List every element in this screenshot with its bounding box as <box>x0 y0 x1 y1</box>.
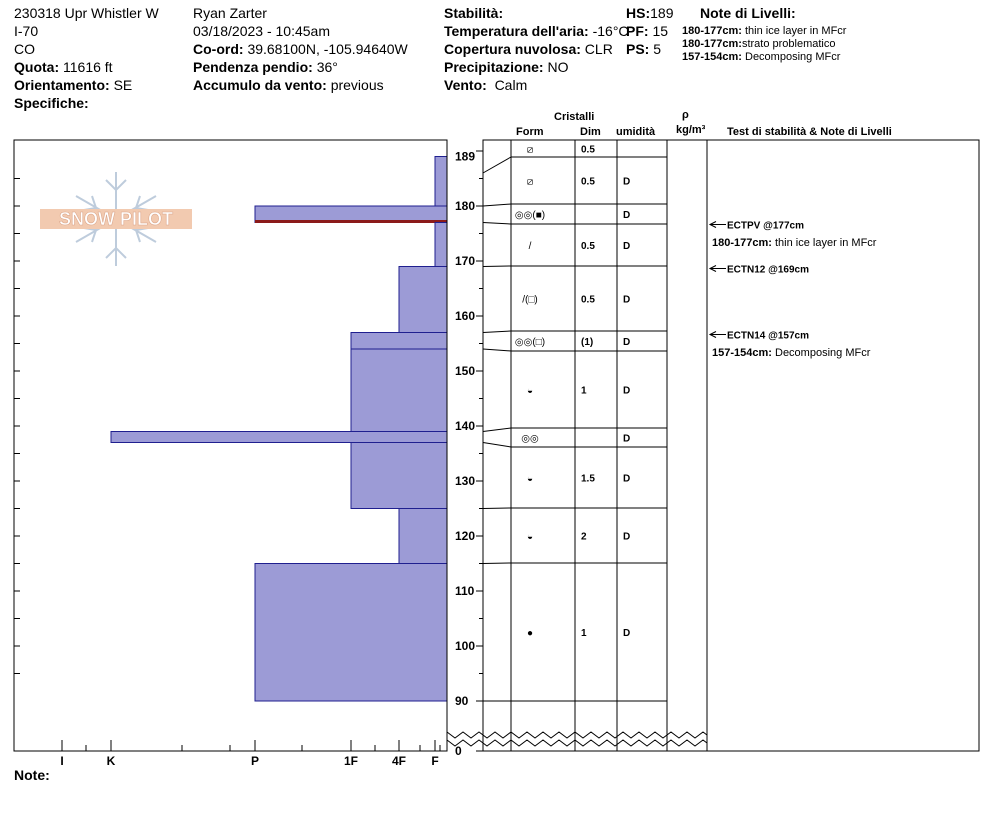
layer-comment-text: thin ice layer in MFcr <box>775 237 877 249</box>
hardness-tick-label: 1F <box>343 754 359 768</box>
stability-test-label: ECTN12 @169cm <box>727 264 810 276</box>
note-label: Note: <box>14 767 50 783</box>
cloud-value: CLR <box>584 41 613 57</box>
observation-datetime: 03/18/2023 - 10:45am <box>193 23 330 39</box>
hardness-tick-label: I <box>60 754 64 768</box>
crystal-form-icon: ⧄ <box>526 176 534 188</box>
cloud-label: Copertura nuvolosa: <box>444 41 581 57</box>
moisture-value: D <box>623 433 631 445</box>
air-temp-label: Temperatura dell'aria: <box>444 23 589 39</box>
wind-value: Calm <box>494 77 528 93</box>
layer-comment <box>712 237 877 249</box>
depth-tick-label: 90 <box>455 694 469 708</box>
layer-connector <box>483 204 511 206</box>
crystal-size: 0.5 <box>581 294 595 306</box>
air-temp-value: -16°C <box>592 23 629 39</box>
crystal-form-icon: ◎◎(■) <box>514 210 546 221</box>
depth-tick-label: 100 <box>455 639 476 653</box>
layer-note-text: Decomposing MFcr <box>745 51 841 63</box>
stability-test-label: ECTPV @177cm <box>727 220 805 232</box>
table-frame <box>483 140 979 751</box>
slope-value: 36° <box>316 59 338 75</box>
crystal-form-icon: /(□) <box>522 294 538 306</box>
hardness-bar <box>351 349 447 432</box>
crystal-form-icon: ◒ <box>526 531 534 543</box>
moisture-value: D <box>623 294 631 306</box>
layer-note-range: 180-177cm: <box>682 38 742 50</box>
aspect-value: SE <box>113 77 133 93</box>
wind-load-value: previous <box>330 77 384 93</box>
crystal-size: 0.5 <box>581 176 595 188</box>
layer-connector <box>483 223 511 225</box>
depth-tick-label: 150 <box>455 364 476 378</box>
hardness-tick-label: P <box>250 754 260 768</box>
hardness-bar <box>351 443 447 509</box>
layer-connector <box>483 508 511 509</box>
wind-load-label: Accumulo da vento: <box>193 77 327 93</box>
hardness-bar <box>399 267 447 333</box>
crystal-form-icon: ● <box>526 628 534 639</box>
hardness-bar <box>255 564 447 702</box>
layer-note-range: 157-154cm: <box>682 51 742 63</box>
depth-tick-label: 110 <box>455 584 475 598</box>
moisture-value: D <box>623 210 631 221</box>
hs-label: HS: <box>626 5 651 21</box>
moisture-value: D <box>623 473 631 485</box>
crystal-size: 1 <box>581 628 587 639</box>
layer-connector <box>483 349 511 351</box>
moisture-value: D <box>623 628 631 639</box>
depth-tick-label: 160 <box>455 309 476 323</box>
layer-comment-range: 180-177cm: <box>712 237 775 249</box>
moisture-value: D <box>623 176 631 188</box>
layer-connector <box>483 157 511 173</box>
crystal-size: (1) <box>581 337 594 348</box>
crystal-size: 2 <box>581 531 587 543</box>
moisture-header: umidità <box>616 126 656 138</box>
layer-note-text: strato problematico <box>741 38 836 50</box>
observer-name: Ryan Zarter <box>193 5 267 21</box>
ps-value: 5 <box>653 41 662 57</box>
crystal-form-icon: ◒ <box>526 385 534 397</box>
precip-label: Precipitazione: <box>444 59 544 75</box>
tests-header: Test di stabilità & Note di Livelli <box>727 126 892 138</box>
layer-connector <box>483 331 511 333</box>
elevation-label: Quota: <box>14 59 60 75</box>
moisture-value: D <box>623 241 631 252</box>
elevation-value: 11616 ft <box>63 59 113 75</box>
moisture-value: D <box>623 337 631 348</box>
layer-note-text: thin ice layer in MFcr <box>745 25 847 37</box>
depth-tick-label: 0 <box>455 744 462 758</box>
precip-value: NO <box>547 59 569 75</box>
crystal-form-icon: ◎◎ <box>521 433 539 445</box>
profile-title: 230318 Upr Whistler W <box>14 5 159 21</box>
hardness-tick-label: K <box>106 754 116 768</box>
crystal-form-icon: / <box>528 241 532 252</box>
layer-connector <box>483 563 511 564</box>
hardness-bar <box>111 432 447 443</box>
road-label: I-70 <box>14 23 39 39</box>
hardness-bar <box>399 509 447 564</box>
specifics-label: Specifiche: <box>14 95 89 111</box>
hardness-tick-label: F <box>431 754 439 768</box>
ps-label: PS: <box>626 41 650 57</box>
layer-connector <box>483 428 511 432</box>
crystal-size: 1.5 <box>581 473 595 485</box>
density-unit-header: kg/m³ <box>676 124 706 136</box>
depth-tick-label: 130 <box>455 474 476 488</box>
hs-value: 189 <box>650 5 674 21</box>
depth-tick-label: 140 <box>455 419 476 433</box>
size-header: Dim <box>580 126 601 138</box>
stability-label: Stabilità: <box>444 5 504 21</box>
layer-comment-text: Decomposing MFcr <box>775 347 871 359</box>
layer-connector <box>483 443 511 448</box>
depth-tick-label: 170 <box>455 254 476 268</box>
slope-label: Pendenza pendio: <box>193 59 313 75</box>
depth-tick-label: 189 <box>455 149 476 164</box>
stability-tests <box>710 221 877 360</box>
hardness-axis <box>60 740 440 768</box>
hardness-bar <box>351 333 447 350</box>
crystal-size: 0.5 <box>581 144 595 156</box>
wind-label: Vento: <box>444 77 487 93</box>
state-label: CO <box>14 41 35 57</box>
hardness-bar <box>435 157 447 207</box>
crystals-header: Cristalli <box>554 111 595 123</box>
moisture-value: D <box>623 531 631 543</box>
depth-tick-label: 120 <box>455 529 476 543</box>
layer-notes-title: Note di Livelli: <box>700 5 796 21</box>
rho-header: ρ <box>682 109 689 121</box>
stability-test-label: ECTN14 @157cm <box>727 330 810 342</box>
coord-value: 39.68100N, -105.94640W <box>247 41 408 57</box>
crystal-size: 0.5 <box>581 241 595 252</box>
form-header: Form <box>516 126 544 138</box>
crystal-form-icon: ◎◎(□) <box>514 337 546 348</box>
axis-break-icon <box>447 732 707 746</box>
layer-note-range: 180-177cm: <box>682 25 742 37</box>
hardness-layers <box>111 157 447 702</box>
hardness-bar <box>435 223 447 267</box>
crystal-size: 1 <box>581 385 587 397</box>
moisture-value: D <box>623 385 631 397</box>
logo-text: SNOW PILOT <box>59 209 173 229</box>
layer-comment-range: 157-154cm: <box>712 347 775 359</box>
layer-comment <box>712 347 871 359</box>
coord-label: Co-ord: <box>193 41 244 57</box>
crystal-form-icon: ⧄ <box>526 144 534 156</box>
depth-tick-label: 180 <box>455 199 476 213</box>
aspect-label: Orientamento: <box>14 77 110 93</box>
pf-label: PF: <box>626 23 649 39</box>
hardness-tick-label: 4F <box>391 754 407 768</box>
crystal-form-icon: ◒ <box>526 473 534 485</box>
pf-value: 15 <box>652 23 669 39</box>
snowpilot-logo <box>40 172 192 266</box>
layer-connector <box>483 266 511 267</box>
